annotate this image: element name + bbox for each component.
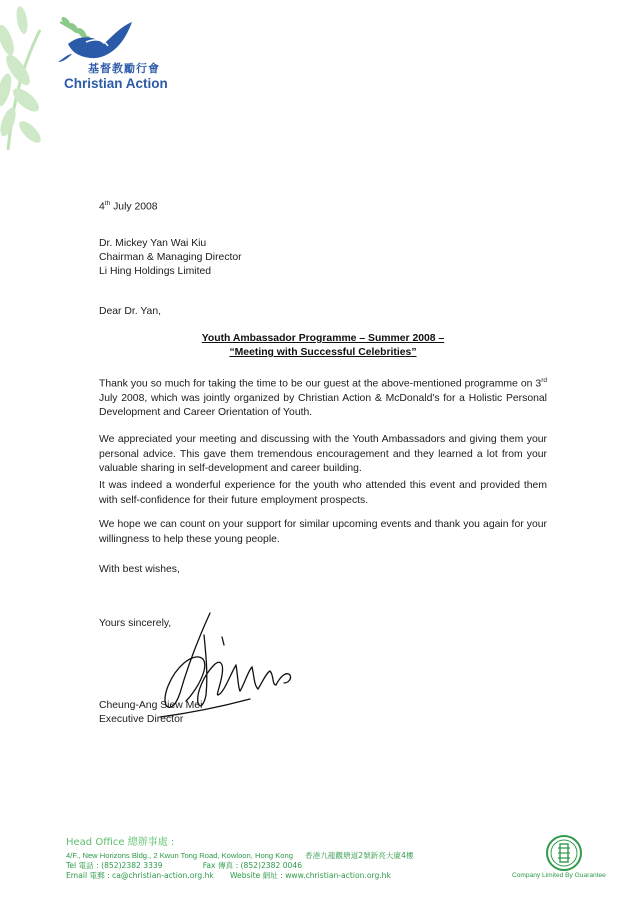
footer-contact-online	[66, 871, 391, 881]
subject-line-2: “Meeting with Successful Celebrities”	[229, 347, 417, 358]
paragraph-2: We appreciated your meeting and discussing with the Youth Ambassadors and giving them your personal advice. This gave them tremendous encouragement and they learned a lot from your valuable sharing in self-development and career building.	[99, 434, 547, 474]
footer-email[interactable]: Email 電郵 : ca@christian-action.org.hk	[66, 871, 214, 880]
footer-website[interactable]: Website 網址 : www.christian-action.org.hk	[229, 871, 391, 880]
footer-tel: Tel 電話 : (852)2382 3339	[66, 861, 163, 870]
recipient-name: Dr. Mickey Yan Wai Kiu	[99, 238, 207, 249]
paragraph-1: Thank you so much for taking the time to be our guest at the above-mentioned programme on 3rd July 2008, which was jointly organized by Christian Action & McDonald's for a Holistic Personal Development and Career Orientation of Youth.	[99, 377, 547, 419]
signer-title: Executive Director	[99, 714, 184, 725]
footer-address-en: 4/F., New Horizons Bldg., 2 Kwun Tong Road, Kowloon, Hong Kong	[66, 851, 293, 860]
recipient-company: Li Hing Holdings Limited	[99, 266, 212, 277]
recipient-title: Chairman & Managing Director	[99, 252, 242, 263]
letter-date: 4th July 2008	[99, 200, 158, 213]
org-name-chinese: 基督教勵行會	[88, 62, 160, 75]
footer-address	[66, 851, 413, 861]
guarantee-seal-icon	[545, 834, 583, 872]
footer-address-cn: 香港九龍觀塘道2號新亮大廈4樓	[305, 851, 414, 860]
closing: Yours sincerely,	[99, 618, 172, 629]
footer-fax: Fax 傳真 : (852)2382 0046	[202, 861, 303, 870]
signer-name: Cheung-Ang Siew Mei	[99, 700, 203, 711]
paragraph-3: It was indeed a wonderful experience for the youth who attended this event and provided them with self-confidence for their future employment prospects.	[99, 480, 547, 506]
footer-head-office: Head Office 總辦事處 :	[66, 837, 175, 848]
org-name-english: Christian Action	[64, 76, 168, 91]
footer-contact-phone	[66, 861, 302, 871]
company-limited-note: Company Limited By Guarantee	[512, 872, 606, 879]
closing-wishes: With best wishes,	[99, 564, 180, 575]
paragraph-4: We hope we can count on your support for similar upcoming events and thank you again for your willingness to help these young people.	[99, 519, 547, 545]
salutation: Dear Dr. Yan,	[99, 306, 161, 317]
subject-line-1: Youth Ambassador Programme – Summer 2008 –	[201, 333, 445, 344]
